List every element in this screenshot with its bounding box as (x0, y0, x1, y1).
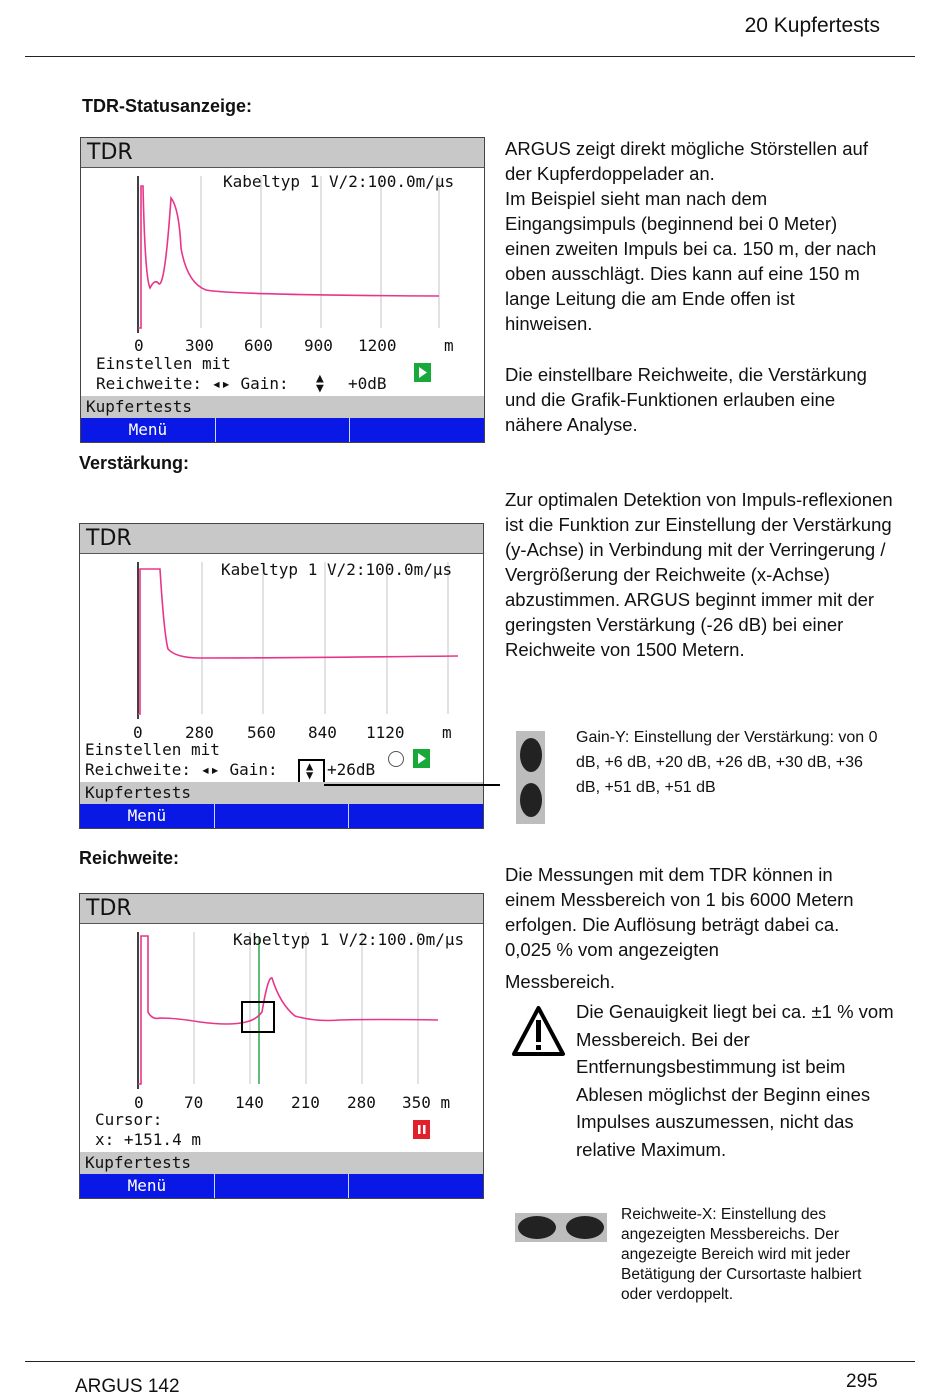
softkey-menu[interactable]: Menü (80, 804, 215, 828)
product-name: ARGUS 142 (75, 1376, 180, 1397)
tdr-screen-status (80, 137, 485, 443)
paragraph-range-end: Messbereich. (505, 971, 616, 992)
x-tick: 70 (184, 1093, 204, 1112)
tdr-screen-range (79, 893, 484, 1199)
section-heading-range: Reichweite: (79, 848, 180, 868)
up-down-arrows-icon: ▲ ▼ (316, 371, 324, 396)
softkey-2[interactable] (216, 418, 351, 442)
x-tick-unit: m (444, 336, 454, 355)
x-tick: 140 (235, 1093, 264, 1112)
footer-rule (25, 1361, 915, 1362)
x-tick: 0 (134, 1093, 144, 1112)
page-number: 295 (846, 1371, 878, 1392)
gain-note: Gain-Y: Einstellung der Verstärkung: von 0 dB, +6 dB, +20 dB, +26 dB, +30 dB, +36 dB, +51 dB, +51 dB (576, 729, 878, 796)
section-heading-status: TDR-Statusanzeige: (82, 96, 253, 116)
gain-value: +0dB (348, 374, 387, 393)
right-key-icon (566, 1216, 604, 1239)
status-bar: Kupfertests (80, 782, 483, 804)
paragraph-range: Die Messungen mit dem TDR können in einem Messbereich von 1 bis 6000 Metern erfolgen. Die Auflösung beträgt dabei ca. 0,025 % vom angezeigten (505, 864, 854, 960)
x-tick: 280 (347, 1093, 376, 1112)
softkey-menu[interactable]: Menü (81, 418, 216, 442)
screen-title: TDR (81, 138, 484, 168)
range-note: Reichweite-X: Einstellung des angezeigten Messbereichs. Der angezeigte Bereich wird mit jeder Betätigung der Cursortaste halbiert oder verdoppelt. (621, 1206, 862, 1303)
up-key-icon (520, 738, 542, 772)
chapter-title: 20 Kupfertests (744, 14, 880, 37)
softkey-3[interactable] (350, 418, 484, 442)
x-tick: 900 (304, 336, 333, 355)
cursor-label: Cursor: (95, 1110, 163, 1129)
left-key-icon (518, 1216, 556, 1239)
softkey-3[interactable] (349, 804, 483, 828)
warning-icon (511, 1005, 566, 1057)
x-tick-unit: m (442, 723, 452, 742)
hint-line-1: Einstellen mit (96, 354, 231, 373)
x-tick: 280 (185, 723, 214, 742)
softkey-2[interactable] (215, 1174, 350, 1198)
warning-text: Die Genauigkeit liegt bei ca. ±1 % vom Messbereich. Bei der Entfernungsbestimmung ist beim Ablesen möglichst der Beginn eines Impulses auszumessen, nicht das relative Maximum. (576, 1001, 894, 1160)
play-icon (414, 363, 431, 382)
x-tick-unit: 350 m (402, 1093, 451, 1112)
gain-value: +26dB (327, 760, 376, 779)
x-tick: 0 (134, 336, 144, 355)
hint-line-2: Reichweite: ◂▸ Gain: (96, 374, 289, 393)
tdr-trace (138, 569, 458, 714)
softkey-bar (81, 418, 484, 442)
softkey-3[interactable] (349, 1174, 483, 1198)
callout-line (324, 784, 500, 786)
x-tick: 210 (291, 1093, 320, 1112)
cursor-position: x: +151.4 m (95, 1130, 201, 1149)
cable-info: Kabeltyp 1 V/2:100.0m/µs (221, 560, 453, 579)
softkey-menu[interactable]: Menü (80, 1174, 215, 1198)
paragraph-analysis: Die einstellbare Reichweite, die Verstärkung und die Grafik-Funktionen erlauben eine nähere Analyse. (505, 364, 867, 435)
hint-line-2: Reichweite: ◂▸ Gain: (85, 760, 278, 779)
cable-info: Kabeltyp 1 V/2:100.0m/µs (233, 930, 465, 949)
pause-icon (413, 1120, 430, 1139)
play-icon (413, 749, 430, 768)
x-tick: 300 (185, 336, 214, 355)
left-right-key-image (515, 1213, 607, 1242)
softkey-bar (80, 804, 483, 828)
softkey-2[interactable] (215, 804, 350, 828)
x-tick: 600 (244, 336, 273, 355)
zoom-icon (388, 751, 404, 767)
screen-title: TDR (80, 524, 483, 554)
cable-info: Kabeltyp 1 V/2:100.0m/µs (223, 172, 455, 191)
paragraph-gain: Zur optimalen Detektion von Impuls-reflexionen ist die Funktion zur Einstellung der Verstärkung (y-Achse) in Verbindung mit der Verringerung / Vergrößerung der Reichweite (x-Achse) abzustimmen. ARGUS beginnt immer mit der geringsten Verstärkung (-26 dB) bei einer Reichweite von 1500 Metern. (505, 489, 893, 660)
status-bar: Kupfertests (80, 1152, 483, 1174)
x-tick: 560 (247, 723, 276, 742)
paragraph-example: Im Beispiel sieht man nach dem Eingangsimpuls (beginnend bei 0 Meter) einen zweiten Impuls bei ca. 150 m, der nach oben ausschlägt. Dies kann auf eine 150 m lange Leitung die am Ende offen ist hinweisen. (505, 188, 877, 334)
down-key-icon (520, 783, 542, 817)
up-down-arrows-icon: ▲ ▼ (306, 759, 314, 782)
header-rule (25, 56, 915, 57)
tdr-trace (138, 936, 438, 1084)
paragraph-intro: ARGUS zeigt direkt mögliche Störstellen auf der Kupferdoppelader an. (505, 138, 868, 184)
x-tick: 1120 (366, 723, 405, 742)
hint-line-1: Einstellen mit (85, 740, 220, 759)
up-down-key-image (516, 731, 545, 824)
x-tick: 1200 (358, 336, 397, 355)
tdr-trace (138, 186, 439, 328)
softkey-bar (80, 1174, 483, 1198)
x-tick: 840 (308, 723, 337, 742)
x-tick: 0 (133, 723, 143, 742)
screen-title: TDR (80, 894, 483, 924)
section-heading-gain: Verstärkung: (79, 453, 190, 473)
status-bar: Kupfertests (81, 396, 484, 418)
